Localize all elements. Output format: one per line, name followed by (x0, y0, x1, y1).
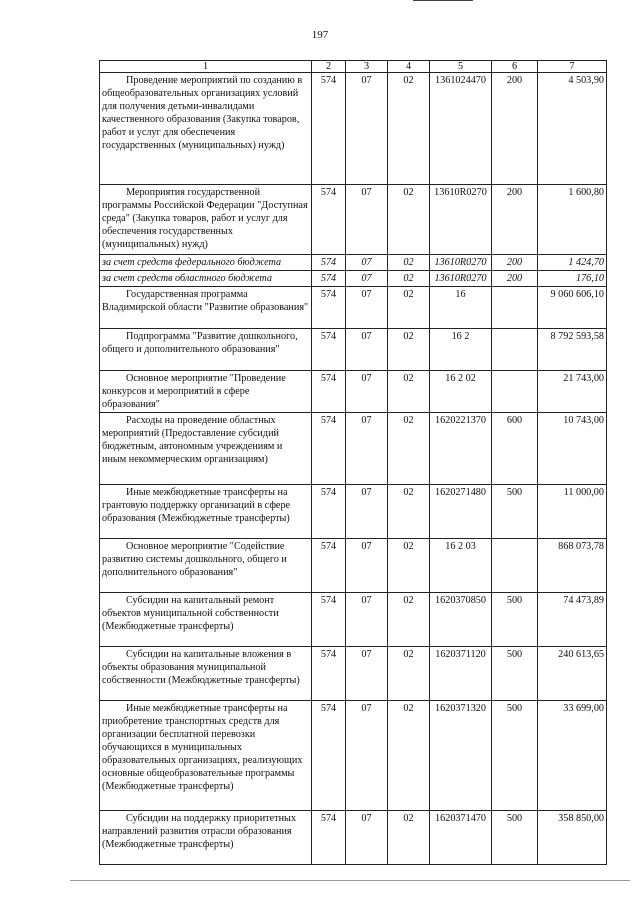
row-name: Мероприятия государственной программы Российской Федерации "Доступная среда" (Закупка товаров, работ и услуг для обеспечения государственных (муниципальных) нужд) (100, 185, 312, 255)
row-name: за счет средств федерального бюджета (100, 255, 312, 271)
row-section-code: 07 (346, 647, 388, 701)
row-target-article: 1620371320 (430, 701, 492, 811)
table-row (100, 185, 607, 255)
row-section-code: 07 (346, 485, 388, 539)
row-name: Государственная программа Владимирской области "Развитие образования" (100, 287, 312, 329)
row-name: Расходы на проведение областных мероприятий (Предоставление субсидий бюджетным, автономным учреждениям и иным некоммерческим организациям) (100, 413, 312, 485)
row-subsection-code: 02 (388, 485, 430, 539)
table-row (100, 701, 607, 811)
row-ministry-code: 574 (312, 329, 346, 371)
row-target-article: 13610R0270 (430, 255, 492, 271)
row-expense-type: 200 (492, 255, 538, 271)
header-col-2: 2 (312, 61, 346, 73)
row-ministry-code: 574 (312, 701, 346, 811)
row-section-code: 07 (346, 185, 388, 255)
row-ministry-code: 574 (312, 271, 346, 287)
row-target-article: 1361024470 (430, 73, 492, 185)
top-edge-line (413, 0, 473, 1)
row-target-article: 1620371120 (430, 647, 492, 701)
row-ministry-code: 574 (312, 539, 346, 593)
row-target-article: 1620370850 (430, 593, 492, 647)
row-subsection-code: 02 (388, 371, 430, 413)
row-subsection-code: 02 (388, 811, 430, 865)
row-subsection-code: 02 (388, 73, 430, 185)
row-subsection-code: 02 (388, 255, 430, 271)
row-section-code: 07 (346, 255, 388, 271)
table-row (100, 593, 607, 647)
row-amount: 868 073,78 (538, 539, 607, 593)
row-name: Субсидии на капитальный ремонт объектов муниципальной собственности (Межбюджетные трансферты) (100, 593, 312, 647)
row-section-code: 07 (346, 271, 388, 287)
header-col-4: 4 (388, 61, 430, 73)
row-section-code: 07 (346, 811, 388, 865)
table-row (100, 287, 607, 329)
row-subsection-code: 02 (388, 413, 430, 485)
table-row (100, 647, 607, 701)
row-target-article: 1620371470 (430, 811, 492, 865)
row-expense-type (492, 539, 538, 593)
row-ministry-code: 574 (312, 647, 346, 701)
row-subsection-code: 02 (388, 287, 430, 329)
row-expense-type: 500 (492, 647, 538, 701)
table-row (100, 271, 607, 287)
row-name: за счет средств областного бюджета (100, 271, 312, 287)
row-subsection-code: 02 (388, 647, 430, 701)
row-target-article: 1620221370 (430, 413, 492, 485)
table-row (100, 413, 607, 485)
row-expense-type (492, 329, 538, 371)
row-expense-type (492, 287, 538, 329)
row-subsection-code: 02 (388, 593, 430, 647)
table-header-row (100, 61, 607, 73)
header-col-1: 1 (100, 61, 312, 73)
table-row (100, 539, 607, 593)
row-subsection-code: 02 (388, 701, 430, 811)
row-ministry-code: 574 (312, 485, 346, 539)
row-target-article: 16 (430, 287, 492, 329)
row-section-code: 07 (346, 539, 388, 593)
budget-table (99, 60, 607, 865)
row-subsection-code: 02 (388, 329, 430, 371)
row-ministry-code: 574 (312, 593, 346, 647)
row-target-article: 16 2 (430, 329, 492, 371)
row-amount: 9 060 606,10 (538, 287, 607, 329)
row-ministry-code: 574 (312, 413, 346, 485)
row-expense-type: 200 (492, 185, 538, 255)
row-section-code: 07 (346, 329, 388, 371)
row-name: Иные межбюджетные трансферты на грантовую поддержку организаций в сфере образования (Межбюджетные трансферты) (100, 485, 312, 539)
row-name: Субсидии на капитальные вложения в объекты образования муниципальной собственности (Межбюджетные трансферты) (100, 647, 312, 701)
row-expense-type: 600 (492, 413, 538, 485)
row-amount: 4 503,90 (538, 73, 607, 185)
row-target-article: 16 2 03 (430, 539, 492, 593)
row-amount: 1 600,80 (538, 185, 607, 255)
row-expense-type: 500 (492, 811, 538, 865)
row-subsection-code: 02 (388, 271, 430, 287)
header-col-5: 5 (430, 61, 492, 73)
row-amount: 176,10 (538, 271, 607, 287)
row-subsection-code: 02 (388, 185, 430, 255)
row-amount: 33 699,00 (538, 701, 607, 811)
table-row (100, 485, 607, 539)
row-name: Иные межбюджетные трансферты на приобретение транспортных средств для организации бесплатной перевозки обучающихся в муниципальных образовательных организациях, реализующих основные общеобразовательные программы (Межбюджетные трансферты) (100, 701, 312, 811)
row-amount: 10 743,00 (538, 413, 607, 485)
row-ministry-code: 574 (312, 811, 346, 865)
row-name: Основное мероприятие "Проведение конкурсов и мероприятий в сфере образования" (100, 371, 312, 413)
row-expense-type: 500 (492, 593, 538, 647)
row-expense-type: 500 (492, 701, 538, 811)
header-col-7: 7 (538, 61, 607, 73)
row-expense-type (492, 371, 538, 413)
row-target-article: 13610R0270 (430, 185, 492, 255)
table-row (100, 329, 607, 371)
table-row (100, 371, 607, 413)
row-expense-type: 500 (492, 485, 538, 539)
row-section-code: 07 (346, 413, 388, 485)
row-amount: 11 000,00 (538, 485, 607, 539)
row-name: Основное мероприятие "Содействие развитию системы дошкольного, общего и дополнительного образования" (100, 539, 312, 593)
row-section-code: 07 (346, 371, 388, 413)
row-amount: 1 424,70 (538, 255, 607, 271)
row-target-article: 13610R0270 (430, 271, 492, 287)
row-ministry-code: 574 (312, 255, 346, 271)
row-section-code: 07 (346, 73, 388, 185)
row-name: Субсидии на поддержку приоритетных направлений развития отрасли образования (Межбюджетные трансферты) (100, 811, 312, 865)
row-section-code: 07 (346, 593, 388, 647)
header-col-3: 3 (346, 61, 388, 73)
row-section-code: 07 (346, 701, 388, 811)
row-section-code: 07 (346, 287, 388, 329)
row-amount: 21 743,00 (538, 371, 607, 413)
row-amount: 240 613,65 (538, 647, 607, 701)
row-ministry-code: 574 (312, 287, 346, 329)
row-expense-type: 200 (492, 73, 538, 185)
row-target-article: 16 2 02 (430, 371, 492, 413)
row-expense-type: 200 (492, 271, 538, 287)
scan-bottom-edge (70, 880, 630, 881)
table-row (100, 255, 607, 271)
row-name: Проведение мероприятий по созданию в общеобразовательных организациях условий для получения детьми-инвалидами качественного образования (Закупка товаров, работ и услуг для обеспечения государственных (муниципальных) нужд) (100, 73, 312, 185)
header-col-6: 6 (492, 61, 538, 73)
page-number: 197 (311, 29, 329, 41)
row-ministry-code: 574 (312, 73, 346, 185)
table-row (100, 811, 607, 865)
row-amount: 8 792 593,58 (538, 329, 607, 371)
row-amount: 358 850,00 (538, 811, 607, 865)
row-amount: 74 473,89 (538, 593, 607, 647)
row-target-article: 1620271480 (430, 485, 492, 539)
table-row (100, 73, 607, 185)
row-ministry-code: 574 (312, 185, 346, 255)
row-ministry-code: 574 (312, 371, 346, 413)
row-subsection-code: 02 (388, 539, 430, 593)
row-name: Подпрограмма "Развитие дошкольного, общего и дополнительного образования" (100, 329, 312, 371)
